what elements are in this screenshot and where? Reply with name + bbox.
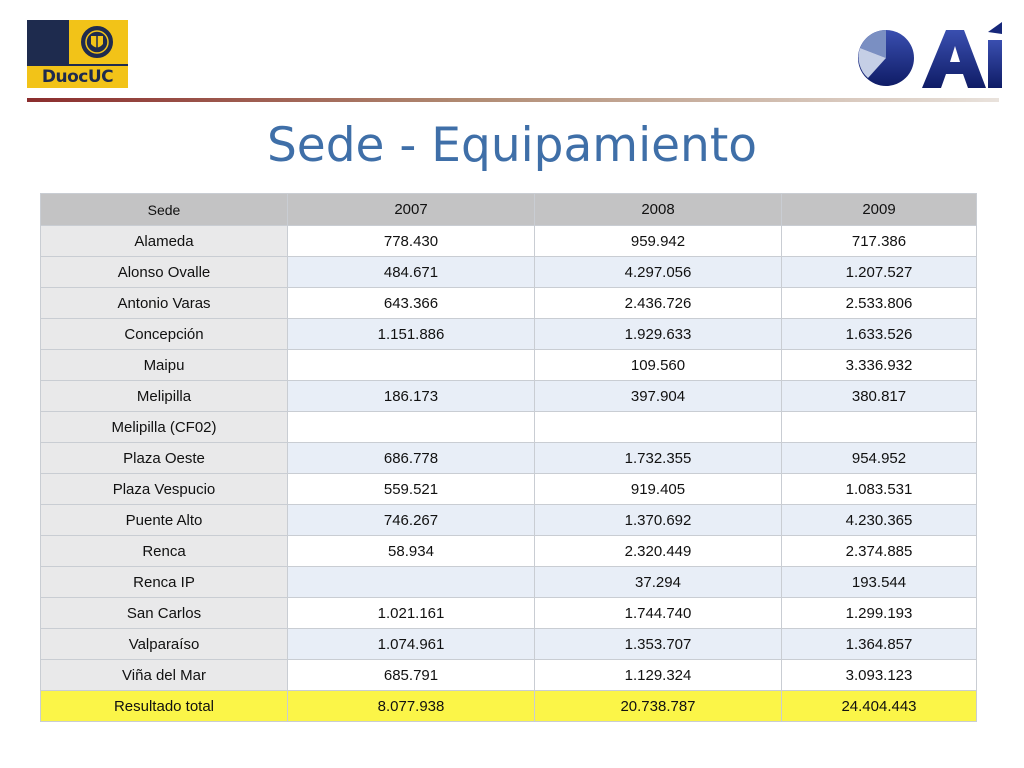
cell-2009: 1.364.857 bbox=[782, 629, 977, 660]
cell-sede: San Carlos bbox=[41, 598, 288, 629]
cell-2007: 1.151.886 bbox=[288, 319, 535, 350]
cell-2008: 1.744.740 bbox=[535, 598, 782, 629]
header-2008: 2008 bbox=[535, 194, 782, 226]
cell-2007: 186.173 bbox=[288, 381, 535, 412]
cell-2009: 954.952 bbox=[782, 443, 977, 474]
table-row bbox=[41, 288, 977, 319]
header-2007: 2007 bbox=[288, 194, 535, 226]
cell-2009: 717.386 bbox=[782, 226, 977, 257]
total-2009: 24.404.443 bbox=[782, 691, 977, 722]
cell-sede: Concepción bbox=[41, 319, 288, 350]
equipment-table bbox=[40, 193, 977, 722]
cell-2009: 1.207.527 bbox=[782, 257, 977, 288]
cell-2009: 380.817 bbox=[782, 381, 977, 412]
table-row bbox=[41, 505, 977, 536]
cell-2007: 685.791 bbox=[288, 660, 535, 691]
total-2008: 20.738.787 bbox=[535, 691, 782, 722]
cell-2009: 193.544 bbox=[782, 567, 977, 598]
cell-sede: Plaza Oeste bbox=[41, 443, 288, 474]
dai-logo-text: DAI bbox=[852, 18, 854, 19]
letter-i-shape bbox=[988, 40, 1002, 88]
header-2009: 2009 bbox=[782, 194, 977, 226]
duoc-uc-logo bbox=[27, 20, 128, 88]
duoc-uc-wordmark: DuocUC bbox=[41, 67, 114, 87]
cell-2009: 1.633.526 bbox=[782, 319, 977, 350]
cell-2007 bbox=[288, 350, 535, 381]
pie-chart-icon bbox=[858, 30, 914, 86]
cell-2008: 1.353.707 bbox=[535, 629, 782, 660]
cell-2007: 778.430 bbox=[288, 226, 535, 257]
cell-2009: 2.533.806 bbox=[782, 288, 977, 319]
cell-2008: 2.320.449 bbox=[535, 536, 782, 567]
table-row bbox=[41, 381, 977, 412]
cell-2007: 484.671 bbox=[288, 257, 535, 288]
cell-sede: Renca IP bbox=[41, 567, 288, 598]
cell-2008: 1.929.633 bbox=[535, 319, 782, 350]
cell-2008: 2.436.726 bbox=[535, 288, 782, 319]
cell-sede: Alonso Ovalle bbox=[41, 257, 288, 288]
cell-2008: 959.942 bbox=[535, 226, 782, 257]
table-row bbox=[41, 598, 977, 629]
cell-2007: 1.021.161 bbox=[288, 598, 535, 629]
cell-sede: Plaza Vespucio bbox=[41, 474, 288, 505]
header-sede: Sede bbox=[41, 194, 288, 226]
cell-2008: 397.904 bbox=[535, 381, 782, 412]
table-row bbox=[41, 536, 977, 567]
dai-logo bbox=[852, 18, 1004, 94]
cell-sede: Melipilla bbox=[41, 381, 288, 412]
cell-2007: 643.366 bbox=[288, 288, 535, 319]
cell-2009: 2.374.885 bbox=[782, 536, 977, 567]
crest-icon bbox=[77, 23, 117, 61]
total-row bbox=[41, 691, 977, 722]
cell-sede: Valparaíso bbox=[41, 629, 288, 660]
cell-2009: 3.093.123 bbox=[782, 660, 977, 691]
table-row bbox=[41, 319, 977, 350]
table-row bbox=[41, 660, 977, 691]
table-header-row bbox=[41, 194, 977, 226]
table-row bbox=[41, 474, 977, 505]
header-divider bbox=[27, 98, 999, 102]
cell-2007: 58.934 bbox=[288, 536, 535, 567]
cell-2007: 559.521 bbox=[288, 474, 535, 505]
cell-2008: 1.370.692 bbox=[535, 505, 782, 536]
total-2007: 8.077.938 bbox=[288, 691, 535, 722]
cell-2007 bbox=[288, 412, 535, 443]
table-row bbox=[41, 350, 977, 381]
cell-2008: 1.129.324 bbox=[535, 660, 782, 691]
page-title: Sede - Equipamiento bbox=[266, 118, 758, 173]
table-row bbox=[41, 567, 977, 598]
cell-sede: Melipilla (CF02) bbox=[41, 412, 288, 443]
table-row bbox=[41, 443, 977, 474]
cell-sede: Viña del Mar bbox=[41, 660, 288, 691]
cell-2009: 1.299.193 bbox=[782, 598, 977, 629]
cell-sede: Antonio Varas bbox=[41, 288, 288, 319]
cell-2009: 4.230.365 bbox=[782, 505, 977, 536]
table-row bbox=[41, 257, 977, 288]
total-label: Resultado total bbox=[41, 691, 288, 722]
cell-2007: 686.778 bbox=[288, 443, 535, 474]
cell-2008: 109.560 bbox=[535, 350, 782, 381]
letter-a-shape bbox=[922, 30, 986, 88]
cell-2007: 746.267 bbox=[288, 505, 535, 536]
cell-2009 bbox=[782, 412, 977, 443]
cell-2009: 1.083.531 bbox=[782, 474, 977, 505]
cell-2008 bbox=[535, 412, 782, 443]
cell-sede: Maipu bbox=[41, 350, 288, 381]
cell-2008: 1.732.355 bbox=[535, 443, 782, 474]
cell-2008: 37.294 bbox=[535, 567, 782, 598]
table-row bbox=[41, 412, 977, 443]
letter-i-accent bbox=[988, 22, 1002, 34]
cell-2007: 1.074.961 bbox=[288, 629, 535, 660]
cell-2008: 919.405 bbox=[535, 474, 782, 505]
table-row bbox=[41, 226, 977, 257]
cell-2008: 4.297.056 bbox=[535, 257, 782, 288]
cell-2009: 3.336.932 bbox=[782, 350, 977, 381]
cell-sede: Puente Alto bbox=[41, 505, 288, 536]
table-row bbox=[41, 629, 977, 660]
cell-2007 bbox=[288, 567, 535, 598]
cell-sede: Alameda bbox=[41, 226, 288, 257]
cell-sede: Renca bbox=[41, 536, 288, 567]
